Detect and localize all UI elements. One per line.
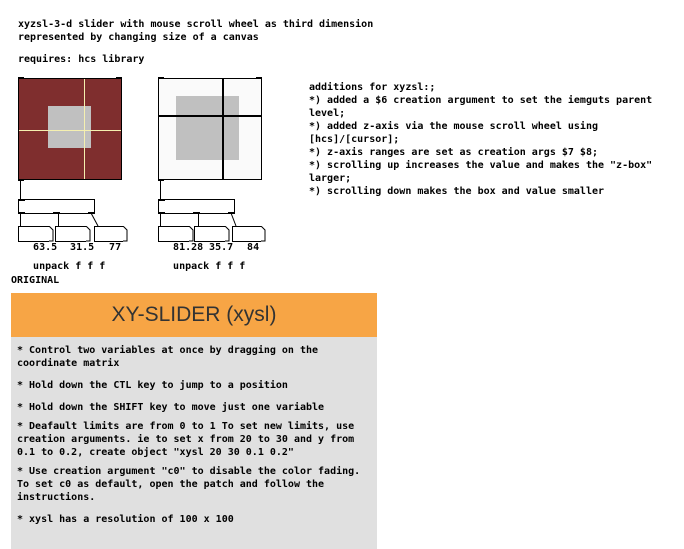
number-box-notch xyxy=(123,226,128,242)
title-comment-line2: represented by changing size of a canvas xyxy=(18,32,259,43)
number-box-y[interactable] xyxy=(55,226,95,253)
number-value: 81.28 xyxy=(173,242,204,253)
note-line: *) added z-axis via the mouse scroll wheel using xyxy=(309,121,598,132)
number-value: 31.5 xyxy=(70,242,95,253)
number-value: 84 xyxy=(247,242,260,253)
number-box-notch xyxy=(49,226,54,242)
help-bullet: * xysl has a resolution of 100 x 100 xyxy=(17,514,234,525)
number-box-notch xyxy=(261,226,266,242)
number-box-notch xyxy=(225,226,230,242)
help-bullet: * Deafault limits are from 0 to 1 To set new limits, use creation arguments. ie to set x from 20 to 30 and y from 0.1 to 0.2, create object "xysl 20 30 0.1 0.2" xyxy=(17,421,355,458)
number-box-z[interactable] xyxy=(94,226,123,253)
title-comment-line1: xyzsl-3-d slider with mouse scroll wheel as third dimension xyxy=(18,19,374,30)
number-value: 63.5 xyxy=(33,242,58,253)
help-bullet: * Use creation argument "c0" to disable the color fading. To set c0 as default, open the patch and follow the instructions. xyxy=(17,466,361,503)
note-line: [hcs]/[cursor]; xyxy=(309,134,400,145)
number-value: 77 xyxy=(109,242,122,253)
note-line: level; xyxy=(309,108,346,119)
note-line: *) z-axis ranges are set as creation args $7 $8; xyxy=(309,147,598,158)
help-bullet: * Hold down the SHIFT key to move just one variable xyxy=(17,402,325,413)
number-box-notch xyxy=(86,226,91,242)
additions-comment xyxy=(309,81,652,198)
requires-comment: requires: hcs library xyxy=(18,54,145,65)
original-help-panel xyxy=(11,293,377,549)
help-bullet: * Control two variables at once by dragging on the coordinate matrix xyxy=(17,345,319,369)
note-line: *) added a $6 creation argument to set the iemguts parent xyxy=(309,95,653,106)
note-line: *) scrolling up increases the value and makes the "z-box" xyxy=(309,160,653,171)
number-box-y[interactable] xyxy=(194,226,234,253)
note-line: larger; xyxy=(309,173,352,184)
number-box-x[interactable] xyxy=(158,226,204,253)
note-line: additions for xyzsl:; xyxy=(309,82,436,93)
unpack-label: unpack f f f xyxy=(33,261,106,272)
help-bullet: * Hold down the CTL key to jump to a position xyxy=(17,380,288,391)
number-value: 35.7 xyxy=(209,242,234,253)
panel-title: XY-SLIDER (xysl) xyxy=(11,293,377,337)
number-box-z[interactable] xyxy=(232,226,261,253)
note-line: *) scrolling down makes the box and value smaller xyxy=(309,186,605,197)
original-label: ORIGINAL xyxy=(11,275,60,286)
unpack-label: unpack f f f xyxy=(173,261,246,272)
number-box-x[interactable] xyxy=(18,226,58,253)
